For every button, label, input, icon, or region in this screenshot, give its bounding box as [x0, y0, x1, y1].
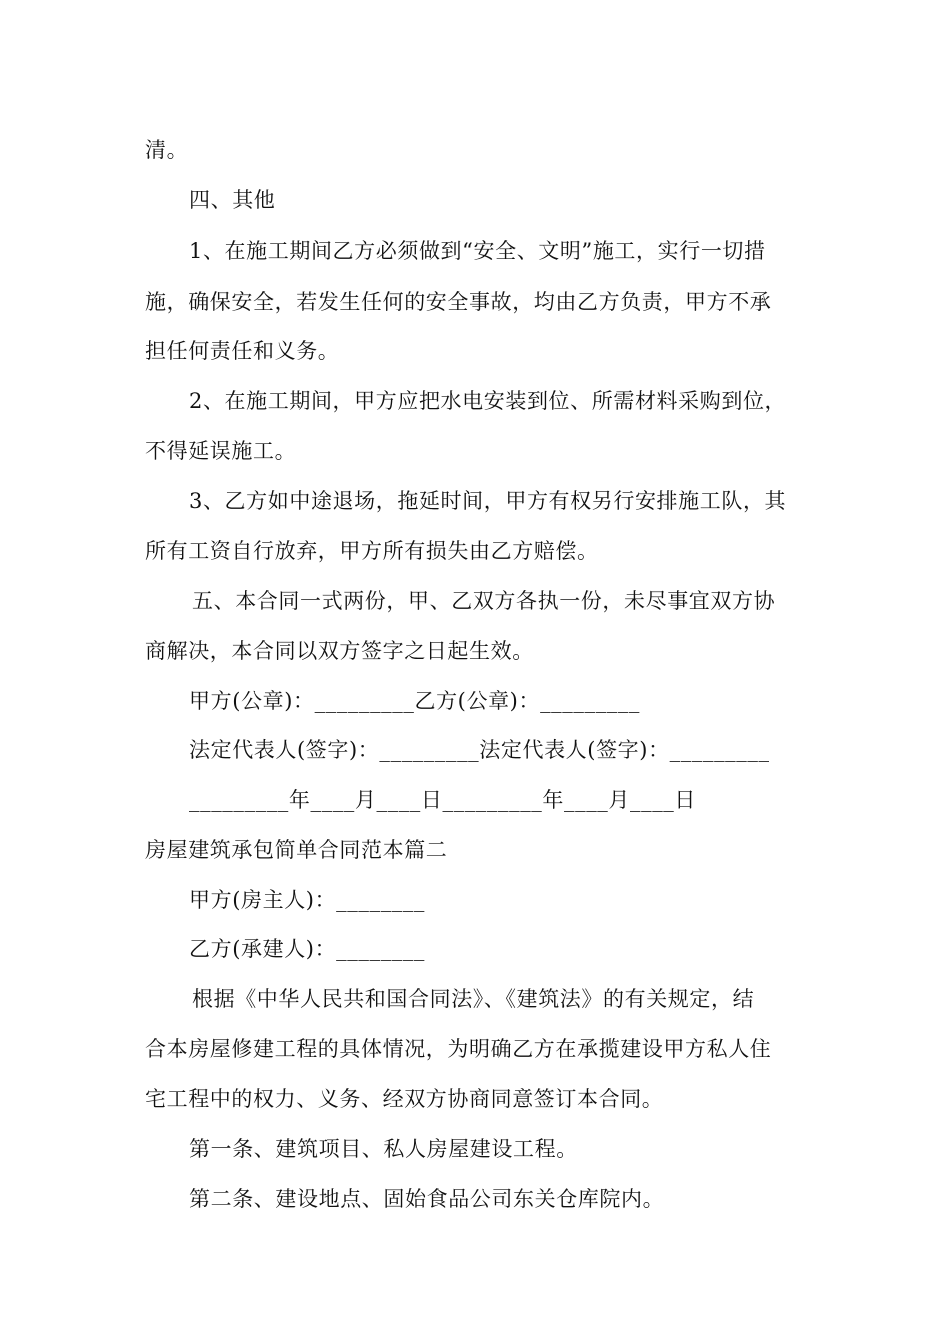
paragraph-line: 施，确保安全，若发生任何的安全事故，均由乙方负责，甲方不承 [145, 290, 772, 314]
section-title: 房屋建筑承包简单合同范本篇二 [145, 838, 448, 862]
section-heading: 四、其他 [189, 188, 276, 212]
paragraph-line: 所有工资自行放弃，甲方所有损失由乙方赔偿。 [145, 539, 599, 563]
paragraph-line: 清。 [145, 138, 189, 162]
paragraph-line: 商解决，本合同以双方签字之日起生效。 [145, 639, 534, 663]
paragraph-line: 不得延误施工。 [145, 439, 297, 463]
paragraph-line: 2、在施工期间，甲方应把水电安装到位、所需材料采购到位， [189, 389, 787, 413]
paragraph-line: 1、在施工期间乙方必须做到“安全、文明”施工，实行一切措 [189, 239, 766, 263]
party-a-line: 甲方(房主人)：________ [189, 888, 425, 912]
paragraph-line: 根据《中华人民共和国合同法》、《建筑法》的有关规定，结 [192, 987, 755, 1011]
signature-line-representative: 法定代表人(签字)：_________法定代表人(签字)：_________ [189, 738, 770, 762]
paragraph-line: 3、乙方如中途退场，拖延时间，甲方有权另行安排施工队，其 [189, 489, 787, 513]
signature-line-date: _________年____月____日_________年____月____日 [189, 788, 696, 812]
signature-line-seal: 甲方(公章)：_________乙方(公章)：_________ [189, 689, 640, 713]
paragraph-line: 五、本合同一式两份，甲、乙双方各执一份，未尽事宜双方协 [192, 589, 776, 613]
paragraph-line: 合本房屋修建工程的具体情况，为明确乙方在承揽建设甲方私人住 [145, 1037, 772, 1061]
paragraph-line: 担任何责任和义务。 [145, 339, 340, 363]
paragraph-line: 宅工程中的权力、义务、经双方协商同意签订本合同。 [145, 1087, 664, 1111]
article-line: 第一条、建筑项目、私人房屋建设工程。 [189, 1137, 578, 1161]
article-line: 第二条、建设地点、固始食品公司东关仓库院内。 [189, 1187, 665, 1211]
party-b-line: 乙方(承建人)：________ [189, 937, 425, 961]
